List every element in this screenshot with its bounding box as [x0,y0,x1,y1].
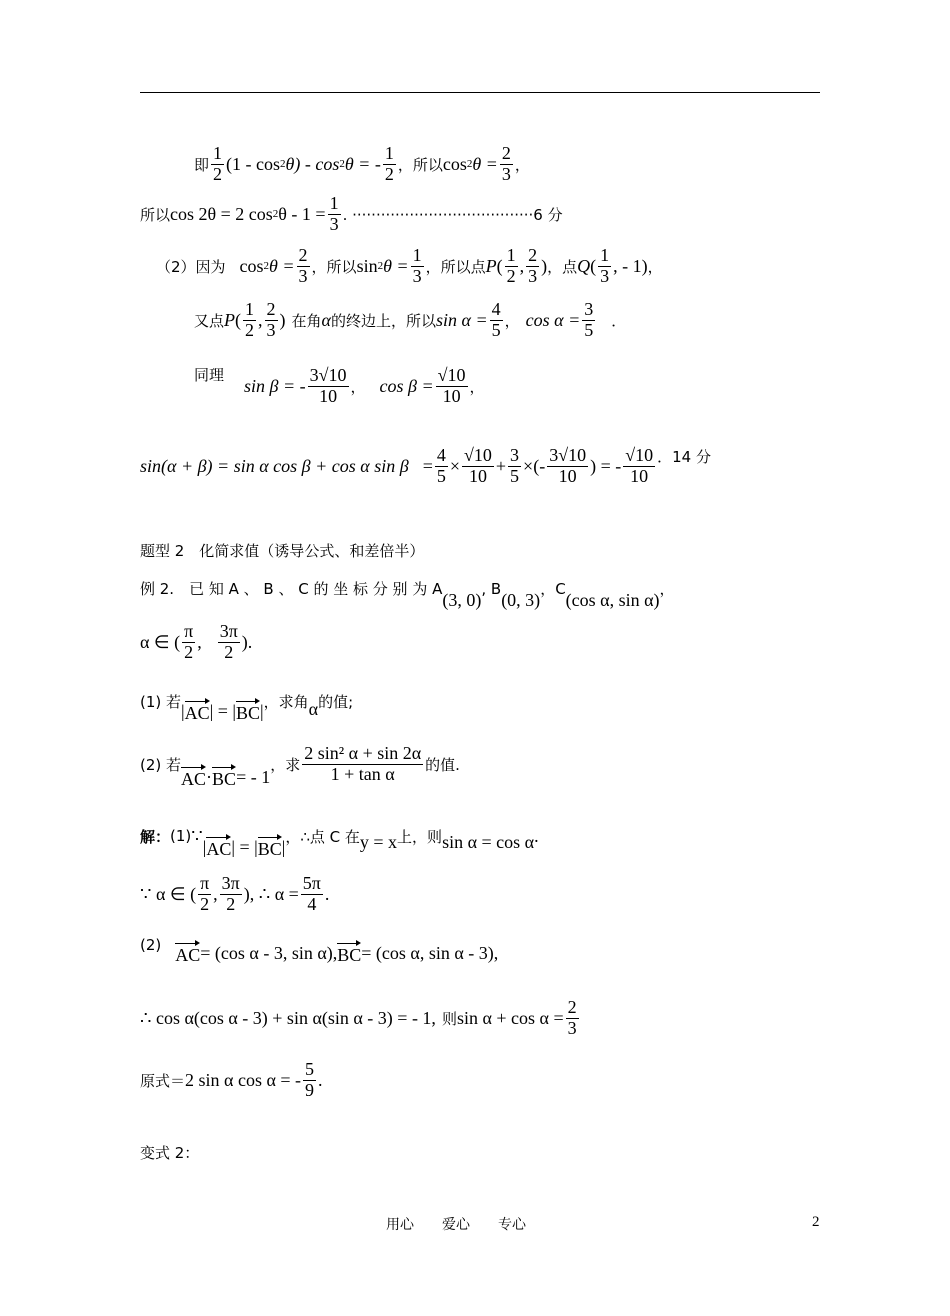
footer-text: 用心 爱心 专心 [386,1217,526,1233]
equation-line-4: 又点 P ( $\frac{1}{2}$ , $\frac{2}{3}$ ) 在角 α 的终边上，所以 sin α = $\frac{4}{5}$ ， cos α = $\frac{3}{5}$ ． [194,299,627,340]
alpha-range-line: α ∈ ( $\frac{\pi}{2}$ , $\frac{3\pi}{2}$ ). [140,621,253,662]
equation-line-1: 即 $\frac{1}{2}$ (1 - cos 2 θ) - cos 2 θ = - $\frac{1}{2}$ ， 所以 cos 2 θ = $\frac{2}{3}$ ， [194,143,530,184]
question-2-line: (2) 若 AC · BC = - 1 ，求 $\frac{\text{2 sin² α + sin 2α}}{\text{1 + tan α}}$ 的值. [140,742,460,789]
fraction: $\frac{1}{2}$ [213,143,223,184]
equation-line-2: 所以 cos 2θ = 2 cos 2 θ - 1 = $\frac{1}{3}$ . ······································6 分 [140,193,563,234]
example-2-line: 例 2. 已 知 A 、 B 、 C 的 坐 标 分 别 为 A (3, 0) , B (0, 3) ，C (cos α, sin α) ， [140,579,675,610]
header-rule [140,92,820,93]
equation-line-3: （2）因为 cos 2 θ = $\frac{2}{3}$ ，所以 sin 2 θ = $\frac{1}{3}$ ，所以点 P ( $\frac{1}{2}$ , $\frac{2}{3}$ ) ，点 Q ( $\frac{1}{3}$ , - 1) ， [156,245,663,286]
equation-line-5: 同理 sin β = - $\frac{3√10}{10}$ ， cos β = $\frac{√10}{10}$ ， [194,365,485,406]
solution-2-equation: ∴ cos α(cos α - 3) + sin α(sin α - 3) = - 1, 则 sin α + cos α = $\frac{2}{3}$ [140,997,577,1038]
solution-alpha-line: ∵ α ∈ ( $\frac{\pi}{2}$ , $\frac{3\pi}{2}$ ), ∴ α = $\frac{5\pi}{4}$ . [140,873,330,914]
page-number: 2 [812,1214,820,1230]
question-1-line: (1) 若 | AC | = | BC | ，求角 α 的值; [140,692,354,723]
solution-2-result: 原式＝ 2 sin α cos α = - $\frac{5}{9}$ . [140,1059,323,1100]
section-heading: 题型 2 化简求值（诱导公式、和差倍半） [140,542,425,560]
solution-2-line: (2) AC = (cos α - 3, sin α), BC = (cos α, sin α - 3), [140,936,499,965]
solution-1-line: 解： (1) ∵ | AC | = | BC | ，∴点 C 在 y = x 上，则 sin α = cos α . [140,825,539,859]
equation-line-6: sin(α + β) = sin α cos β + cos α sin β = $\frac{4}{5}$ × $\frac{√10}{10}$ + $\frac{3}{5}$ ×(- $\frac{3√10}{10}$ ) = - $\frac{√10}{10}$ ．14 分 [140,445,711,486]
variant-heading: 变式 2： [140,1144,200,1162]
